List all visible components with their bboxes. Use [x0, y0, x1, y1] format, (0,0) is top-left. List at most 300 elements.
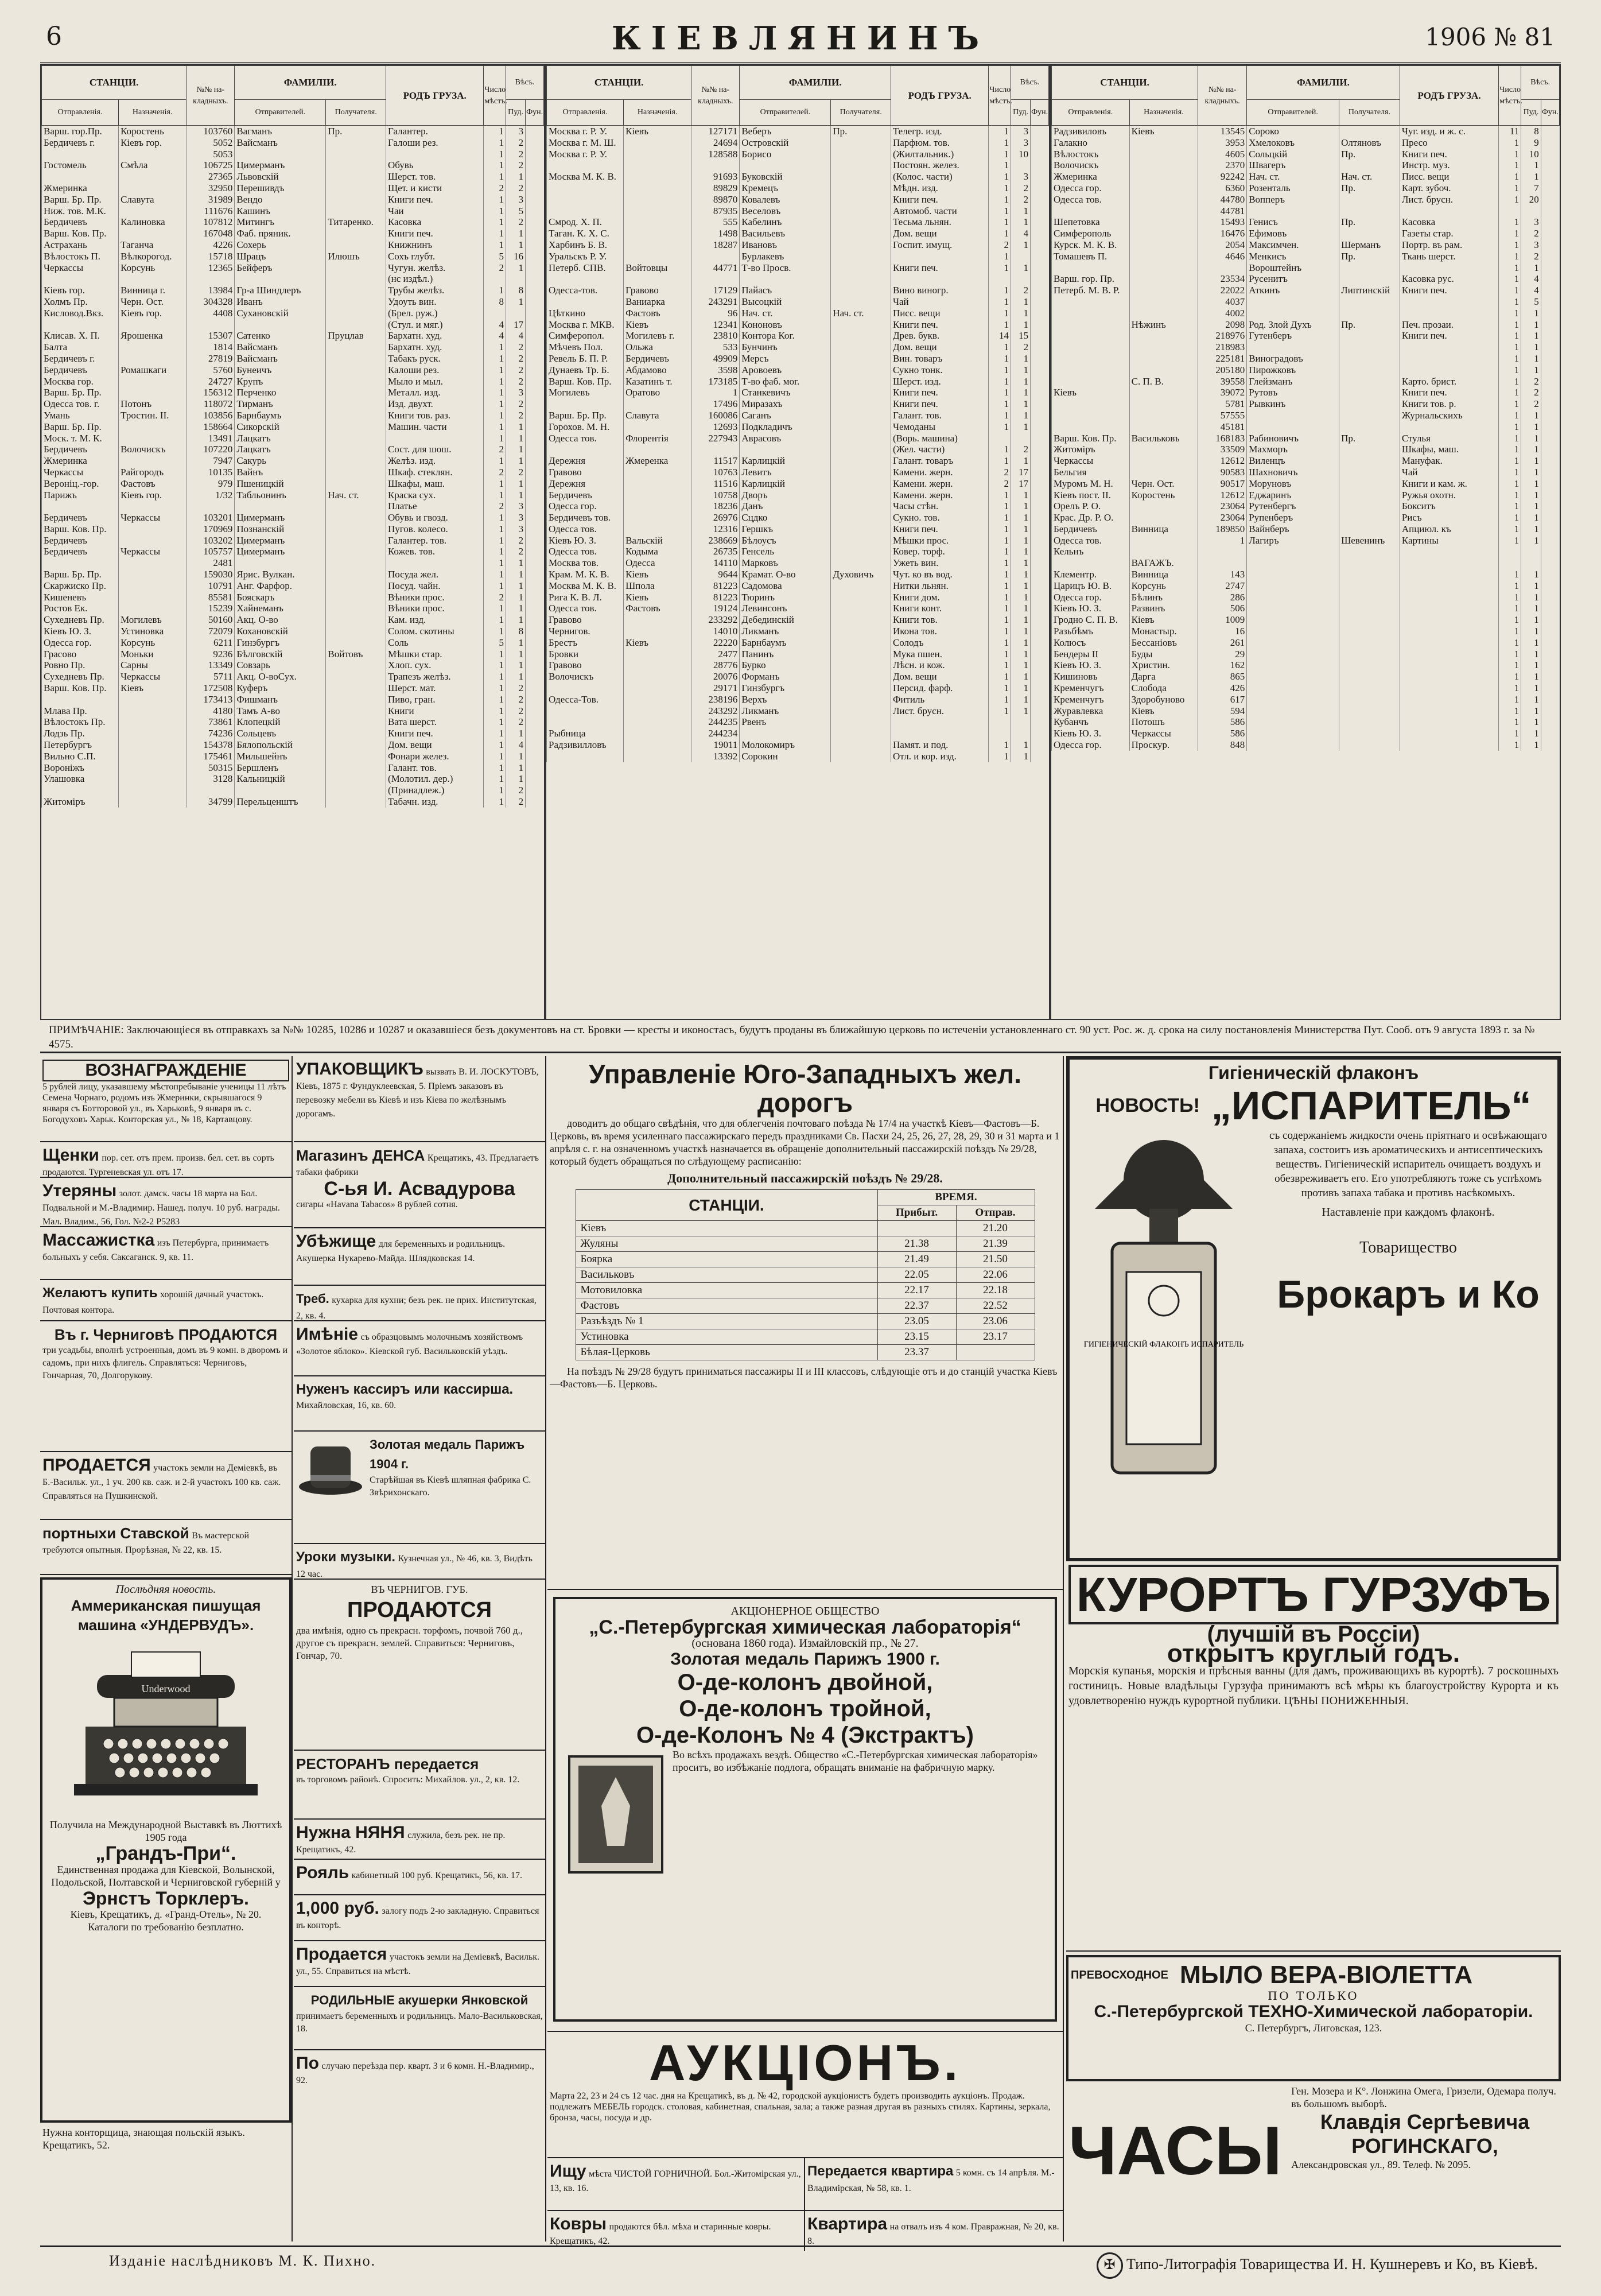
table-cell: Дережня — [547, 478, 624, 490]
table-cell — [526, 614, 544, 626]
table-cell: Посуд. чайн. — [386, 580, 483, 592]
dealer-name: Эрнстъ Торклеръ. — [83, 1888, 249, 1909]
table-cell: Бровки — [547, 649, 624, 660]
table-cell — [1129, 535, 1198, 546]
table-cell: Книги печ. — [891, 319, 988, 331]
table-cell: Клопецкій — [235, 716, 326, 728]
table-cell: 13491 — [186, 433, 235, 444]
table-cell — [1031, 171, 1049, 183]
table-cell: Рига К. В. Л. — [547, 592, 624, 603]
table-cell: 6211 — [186, 637, 235, 649]
table-row — [547, 205, 1049, 217]
table-cell: 168183 — [1198, 433, 1247, 444]
table-cell — [326, 705, 386, 717]
table-row — [1052, 705, 1560, 717]
table-cell — [1541, 160, 1559, 171]
table-cell — [1541, 739, 1559, 751]
table-cell: Житоміръ — [1052, 444, 1130, 455]
table-cell: Варш. Бр. Пр. — [42, 387, 119, 398]
auction-ad — [547, 2032, 1063, 2158]
table-cell — [1129, 160, 1198, 171]
schedule-arrival: 22.37 — [877, 1298, 956, 1314]
table-row — [1052, 353, 1560, 364]
table-row — [42, 285, 544, 296]
col-cargo: РОДЪ ГРУЗА. — [891, 66, 988, 126]
table-cell — [1031, 444, 1049, 455]
table-cell — [1541, 682, 1559, 694]
table-cell — [831, 501, 891, 512]
table-row — [547, 739, 1049, 751]
table-cell: 3 — [1011, 137, 1031, 149]
table-cell — [1400, 705, 1498, 717]
table-cell: 1 — [989, 694, 1011, 705]
table-cell: 128588 — [691, 149, 740, 160]
table-cell: Таган. К. Х. С. — [547, 228, 624, 239]
table-cell — [119, 728, 186, 739]
table-cell: Инстр. муз. — [1400, 160, 1498, 171]
table-cell: 167048 — [186, 228, 235, 239]
col-surnames: ФАМИЛІИ. — [235, 66, 386, 100]
freight-table — [1051, 65, 1560, 751]
table-cell: Сольцевъ — [235, 728, 326, 739]
table-row — [1052, 478, 1560, 490]
table-cell: Черкассы — [119, 512, 186, 523]
estate-title: ПРОДАЮТСЯ — [347, 1598, 492, 1622]
table-row — [547, 376, 1049, 387]
table-cell: 1 — [1521, 444, 1541, 455]
table-cell: 27365 — [186, 171, 235, 183]
typewriter-ad — [40, 1577, 292, 2123]
table-cell: Тирманъ — [235, 398, 326, 410]
table-cell: 2 — [484, 467, 506, 478]
table-cell: Рисъ — [1400, 512, 1498, 523]
table-cell: 20 — [1521, 194, 1541, 205]
table-cell — [1339, 569, 1400, 580]
hyg-body — [1072, 1128, 1555, 1484]
table-cell: 15239 — [186, 603, 235, 614]
col-surnames: ФАМИЛІИ. — [740, 66, 891, 100]
table-cell — [326, 387, 386, 398]
table-cell: Т-во фаб. мог. — [740, 376, 831, 387]
table-cell: Бояскаръ — [235, 592, 326, 603]
table-cell — [1129, 421, 1198, 433]
table-row — [42, 308, 544, 319]
reward-ad — [40, 1056, 292, 1142]
table-cell: Митингъ — [235, 216, 326, 228]
puppies-text: пор. сет. отъ прем. произв. бел. сет. въ сорть продаются. Тургеневская ул. отъ 17. — [42, 1153, 274, 1177]
table-cell — [691, 273, 740, 285]
table-cell: 1 — [1521, 637, 1541, 649]
table-cell: Гравово — [624, 285, 691, 296]
table-row — [547, 137, 1049, 149]
table-cell: Вин. товаръ — [891, 353, 988, 364]
table-cell — [326, 694, 386, 705]
hyg-brand: „ИСПАРИТЕЛЬ“ — [1211, 1083, 1532, 1128]
table-cell — [1541, 319, 1559, 331]
table-cell: 1 — [1499, 183, 1521, 194]
table-cell — [1031, 751, 1049, 762]
table-cell — [1031, 716, 1049, 728]
table-cell: Москва гор. — [42, 376, 119, 387]
table-cell — [691, 160, 740, 171]
table-cell — [831, 739, 891, 751]
table-cell — [119, 376, 186, 387]
table-row — [547, 433, 1049, 444]
table-cell — [526, 728, 544, 739]
freight-table-left — [40, 64, 545, 1020]
table-cell: Сухановскій — [235, 308, 326, 319]
table-row — [547, 569, 1049, 580]
table-cell: 4408 — [186, 308, 235, 319]
table-cell: 1 — [1011, 296, 1031, 308]
table-cell — [1339, 478, 1400, 490]
table-cell: 22220 — [691, 637, 740, 649]
col-receiver: Получателя. — [326, 100, 386, 126]
table-cell: 27819 — [186, 353, 235, 364]
table-cell: 1 — [484, 671, 506, 682]
table-cell: Молокомиръ — [740, 739, 831, 751]
table-cell: Розенталь — [1247, 183, 1339, 194]
table-cell: 1 — [989, 444, 1011, 455]
table-cell — [831, 592, 891, 603]
table-cell — [1247, 626, 1339, 637]
table-cell — [1541, 137, 1559, 149]
table-cell — [119, 694, 186, 705]
table-cell: Разьбѣмъ — [1052, 626, 1130, 637]
table-cell — [831, 546, 891, 557]
table-cell: Дом. вещи — [891, 671, 988, 682]
table-cell — [624, 444, 691, 455]
table-cell — [326, 183, 386, 194]
table-cell: 2370 — [1198, 160, 1247, 171]
table-cell — [326, 535, 386, 546]
table-cell: 1 — [506, 660, 526, 671]
typewriter-brand-label: Underwood — [141, 1683, 191, 1694]
table-cell: Книги печ. — [386, 728, 483, 739]
table-cell: 12693 — [691, 421, 740, 433]
table-row — [42, 194, 544, 205]
table-cell: 15493 — [1198, 216, 1247, 228]
table-cell — [1031, 739, 1049, 751]
table-cell: Кабелинъ — [740, 216, 831, 228]
table-cell: 1 — [1011, 205, 1031, 217]
table-cell — [624, 205, 691, 217]
table-cell: Райгородъ — [119, 467, 186, 478]
table-row — [1052, 649, 1560, 660]
table-cell: 1 — [484, 410, 506, 421]
table-cell: 1 — [989, 194, 1011, 205]
table-cell: Книги печ. — [386, 228, 483, 239]
table-cell — [326, 751, 386, 762]
schedule-departure: 23.06 — [956, 1314, 1035, 1329]
table-cell: 14 — [989, 330, 1011, 342]
table-cell: 1 — [1011, 353, 1031, 364]
table-cell: Кіевъ — [624, 637, 691, 649]
table-cell: Одесса гор. — [1052, 592, 1130, 603]
typewriter-kicker: Послѣдняя новость. — [115, 1583, 216, 1596]
table-cell: Табльонинъ — [235, 490, 326, 501]
table-cell — [1247, 205, 1339, 217]
lost-title: Утеряны — [42, 1181, 117, 1200]
schedule-departure: 22.18 — [956, 1283, 1035, 1298]
table-cell — [1541, 716, 1559, 728]
table-cell — [891, 273, 988, 285]
hyg-new: НОВОСТЬ! — [1095, 1095, 1200, 1116]
table-cell — [119, 353, 186, 364]
table-cell — [1400, 342, 1498, 353]
table-cell — [326, 421, 386, 433]
table-cell — [526, 682, 544, 694]
table-cell: 175461 — [186, 751, 235, 762]
table-row — [42, 569, 544, 580]
table-cell — [1541, 649, 1559, 660]
table-row — [42, 171, 544, 183]
table-cell: 1 — [484, 626, 506, 637]
table-row — [1052, 410, 1560, 421]
table-cell: 11 — [1499, 126, 1521, 137]
col-destination: Назначенія. — [1129, 100, 1198, 126]
table-cell — [386, 149, 483, 160]
table-cell — [326, 319, 386, 331]
tobacco-text: Крещатикъ, 43. Предлагаетъ табаки фабрики — [296, 1153, 539, 1177]
table-cell: Одесса тов. г. — [42, 398, 119, 410]
table-cell: 261 — [1198, 637, 1247, 649]
table-cell — [1400, 296, 1498, 308]
schedule-time-header: ВРЕМЯ. — [877, 1190, 1035, 1205]
table-cell: Вальскій — [624, 535, 691, 546]
table-cell — [547, 682, 624, 694]
table-cell: 1 — [989, 285, 1011, 296]
table-cell — [1031, 455, 1049, 467]
table-cell: Рутенбергъ — [1247, 501, 1339, 512]
table-cell — [326, 557, 386, 569]
table-cell: Умань — [42, 410, 119, 421]
table-cell: Кіевъ — [624, 569, 691, 580]
table-cell: Вендо — [235, 194, 326, 205]
table-cell: Сохерь — [235, 239, 326, 251]
table-cell — [1031, 501, 1049, 512]
table-cell — [1400, 614, 1498, 626]
table-cell: Нач. ст. — [1247, 171, 1339, 183]
table-cell — [326, 353, 386, 364]
restaurant-title: РЕСТОРАНЪ передается — [296, 1755, 479, 1773]
table-cell: 1 — [989, 501, 1011, 512]
table-cell — [1129, 216, 1198, 228]
page-header — [40, 16, 1561, 64]
table-cell: 1 — [1011, 660, 1031, 671]
table-cell: 1 — [1499, 614, 1521, 626]
schedule-station-header: СТАНЦІИ. — [576, 1190, 877, 1221]
table-cell: 1 — [1011, 557, 1031, 569]
table-cell — [1339, 660, 1400, 671]
schedule-departure: 23.17 — [956, 1329, 1035, 1345]
table-cell: 2 — [506, 353, 526, 364]
schedule-row — [576, 1236, 1035, 1252]
sale2-title: Продается — [296, 1945, 387, 1964]
table-cell: 1 — [484, 580, 506, 592]
table-cell — [1031, 614, 1049, 626]
table-cell: 1 — [484, 285, 506, 296]
table-cell: 29171 — [691, 682, 740, 694]
table-cell: Бердичевъ — [1052, 523, 1130, 535]
table-row — [547, 239, 1049, 251]
table-row — [547, 671, 1049, 682]
resort-text: Морскія купанья, морскія и прѣсныя ванны (для дамъ, проживающихъ въ курортѣ). 7 роскошныхъ гостиницъ. Новые владѣльцы Гурзуфа принимаютъ всѣ мѣры къ благоустройству Курорта и къ удовлетворенію нуждъ курортной публики. ЦѢНЫ ПОНИЖЕННЫЯ. — [1068, 1665, 1559, 1707]
table-cell: 4 — [506, 739, 526, 751]
table-cell: 1 — [484, 205, 506, 217]
table-cell — [1247, 671, 1339, 682]
table-cell: 4037 — [1198, 296, 1247, 308]
table-cell: Книги дом. — [891, 592, 988, 603]
table-cell: Шкафы, маш. — [1400, 444, 1498, 455]
table-cell: 2 — [506, 398, 526, 410]
table-cell: Вайнберъ — [1247, 523, 1339, 535]
table-cell — [1339, 376, 1400, 387]
table-cell: Черн. Ост. — [1129, 478, 1198, 490]
table-cell: 1 — [1011, 501, 1031, 512]
table-row — [1052, 398, 1560, 410]
table-cell: 19124 — [691, 603, 740, 614]
resort-ad — [1066, 1561, 1561, 1952]
table-cell: Виноградовъ — [1247, 353, 1339, 364]
table-cell: Кіевъ — [119, 682, 186, 694]
chem-medal: Золотая медаль Парижъ 1900 г. — [670, 1650, 940, 1669]
table-cell — [1031, 160, 1049, 171]
table-cell: Калиновка — [119, 216, 186, 228]
maid-title: Ищу — [550, 2162, 586, 2181]
table-cell: Одесса — [624, 557, 691, 569]
table-cell: 5711 — [186, 671, 235, 682]
table-cell: Рупенберъ — [1247, 512, 1339, 523]
table-cell: Кіевъ гор. — [42, 285, 119, 296]
table-cell: Жмеренка — [624, 455, 691, 467]
table-cell: 12612 — [1198, 455, 1247, 467]
table-cell — [547, 705, 624, 717]
table-cell — [1031, 433, 1049, 444]
table-cell: Род. Злой Духъ — [1247, 319, 1339, 331]
table-row — [42, 637, 544, 649]
table-cell — [119, 205, 186, 217]
table-cell — [1011, 273, 1031, 285]
table-cell — [1541, 228, 1559, 239]
table-cell: 1 — [989, 137, 1011, 149]
table-cell: 233292 — [691, 614, 740, 626]
table-cell — [1541, 728, 1559, 739]
table-cell: Слобода — [1129, 682, 1198, 694]
music-title: Уроки музыки. — [296, 1549, 396, 1565]
table-cell — [526, 592, 544, 603]
col-sender: Отправителей. — [740, 100, 831, 126]
table-cell: Металл. изд. — [386, 387, 483, 398]
table-cell — [1339, 194, 1400, 205]
table-cell: 1 — [1499, 216, 1521, 228]
table-cell: 1 — [989, 364, 1011, 376]
table-cell — [1400, 421, 1498, 433]
soap-ad — [1066, 1955, 1561, 2081]
table-cell: 1 — [1499, 387, 1521, 398]
table-cell: 1 — [484, 149, 506, 160]
table-cell: Мѣдн. изд. — [891, 183, 988, 194]
table-cell: Брестъ — [547, 637, 624, 649]
table-cell: Олтяновъ — [1339, 137, 1400, 149]
table-cell: Сухедневъ Пр. — [42, 614, 119, 626]
table-cell: 1 — [1521, 410, 1541, 421]
table-cell — [1541, 216, 1559, 228]
table-cell: 1 — [1011, 546, 1031, 557]
table-cell: 1 — [1521, 433, 1541, 444]
table-cell — [1339, 330, 1400, 342]
table-cell: 1 — [506, 557, 526, 569]
chem-text: Во всѣхъ продажахъ вездѣ. Общество «С.-Петербургская химическая лабораторія» проситъ, во избѣжаніе подлога, обращать вниманіе на фабричную марку. — [673, 1749, 1038, 1773]
table-cell: Волочискъ — [547, 671, 624, 682]
table-cell — [119, 501, 186, 512]
table-row — [1052, 251, 1560, 262]
table-cell: Кальницкій — [235, 773, 326, 785]
table-cell: Мерсъ — [740, 353, 831, 364]
piano-text: кабинетный 100 руб. Крещатикъ, 56, кв. 17. — [351, 1871, 522, 1880]
table-cell — [1400, 716, 1498, 728]
table-cell — [1031, 592, 1049, 603]
table-cell — [1247, 308, 1339, 319]
table-cell: 4646 — [1198, 251, 1247, 262]
table-cell — [326, 376, 386, 387]
table-cell — [691, 444, 740, 455]
table-cell — [1031, 490, 1049, 501]
table-cell: Дарга — [1129, 671, 1198, 682]
table-cell: Одесса тов. — [1052, 535, 1130, 546]
table-cell: (Жилтальник.) — [891, 149, 988, 160]
piano-ad — [294, 1860, 545, 1895]
flask-illustration — [1072, 1128, 1256, 1484]
table-cell — [1031, 705, 1049, 717]
table-row — [547, 183, 1049, 194]
schedule-station: Жуляны — [576, 1236, 877, 1252]
table-cell: Галант. тов. — [891, 410, 988, 421]
table-cell: Сороко — [1247, 126, 1339, 137]
table-cell — [119, 751, 186, 762]
table-cell: Волочискъ — [1052, 160, 1130, 171]
estate-kicker: ВЪ ЧЕРНИГОВ. ГУБ. — [371, 1584, 468, 1595]
table-cell — [526, 796, 544, 808]
table-row — [547, 626, 1049, 637]
table-cell: 1 — [1521, 308, 1541, 319]
table-cell — [1339, 387, 1400, 398]
table-cell: Вороштейнъ — [1247, 262, 1339, 274]
table-cell: 1 — [1499, 512, 1521, 523]
table-row — [1052, 126, 1560, 137]
table-cell: Сохъ глубт. — [386, 251, 483, 262]
table-cell: Крас. Др. Р. О. — [1052, 512, 1130, 523]
table-cell: Чай — [891, 296, 988, 308]
table-cell: Флорентія — [624, 433, 691, 444]
table-cell — [1247, 716, 1339, 728]
table-cell — [386, 557, 483, 569]
table-cell: 1 — [1499, 342, 1521, 353]
table-cell: Ружья охотн. — [1400, 490, 1498, 501]
table-cell: (Принадлеж.) — [386, 785, 483, 796]
table-cell: Максимчен. — [1247, 239, 1339, 251]
table-cell — [119, 705, 186, 717]
table-cell: ВАГАЖЪ. — [1129, 557, 1198, 569]
table-row — [1052, 546, 1560, 557]
table-cell: Пайасъ — [740, 285, 831, 296]
table-cell: Кохановскій — [235, 626, 326, 637]
table-cell: 1 — [1499, 239, 1521, 251]
table-cell: Кельнъ — [1052, 546, 1130, 557]
table-cell: 1 — [1499, 671, 1521, 682]
table-cell: 244235 — [691, 716, 740, 728]
table-cell: Куферъ — [235, 682, 326, 694]
